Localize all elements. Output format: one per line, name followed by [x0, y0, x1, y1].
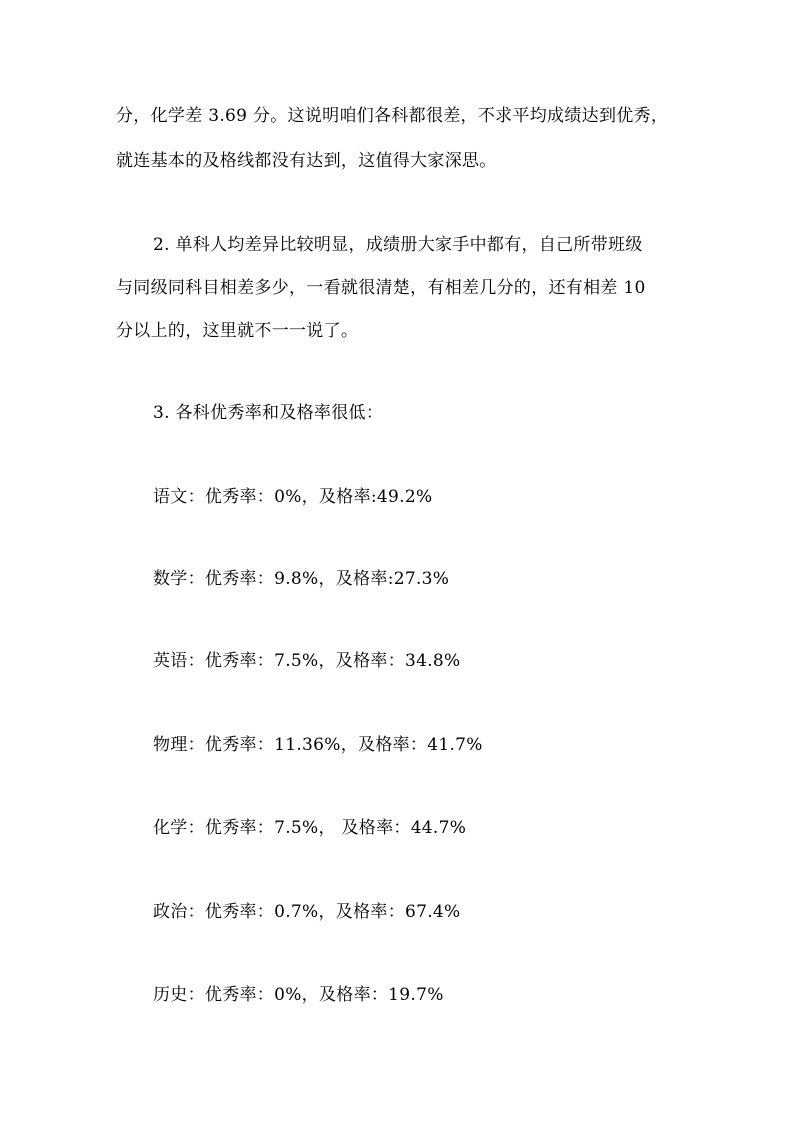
section-heading: 3. 各科优秀率和及格率很低： [153, 403, 384, 423]
paragraph-line: 分以上的，这里就不一一说了。 [116, 321, 359, 341]
rate-line-chinese: 语文：优秀率：0%，及格率:49.2% [153, 487, 433, 507]
rate-line-chemistry: 化学：优秀率：7.5%， 及格率：44.7% [153, 818, 467, 838]
rate-line-physics: 物理：优秀率：11.36%，及格率：41.7% [153, 735, 483, 755]
rate-line-english: 英语：优秀率：7.5%，及格率：34.8% [153, 651, 461, 671]
paragraph-line: 与同级同科目相差多少，一看就很清楚，有相差几分的，还有相差 10 [116, 278, 646, 298]
rate-line-history: 历史：优秀率：0%，及格率：19.7% [153, 985, 444, 1005]
paragraph-line: 分，化学差 3.69 分。这说明咱们各科都很差，不求平均成绩达到优秀， [116, 106, 669, 126]
rate-line-math: 数学：优秀率：9.8%，及格率:27.3% [153, 569, 450, 589]
rate-line-politics: 政治：优秀率：0.7%，及格率：67.4% [153, 902, 461, 922]
paragraph-line: 2. 单科人均差异比较明显，成绩册大家手中都有，自己所带班级 [153, 235, 643, 255]
paragraph-line: 就连基本的及格线都没有达到，这值得大家深思。 [116, 151, 497, 171]
